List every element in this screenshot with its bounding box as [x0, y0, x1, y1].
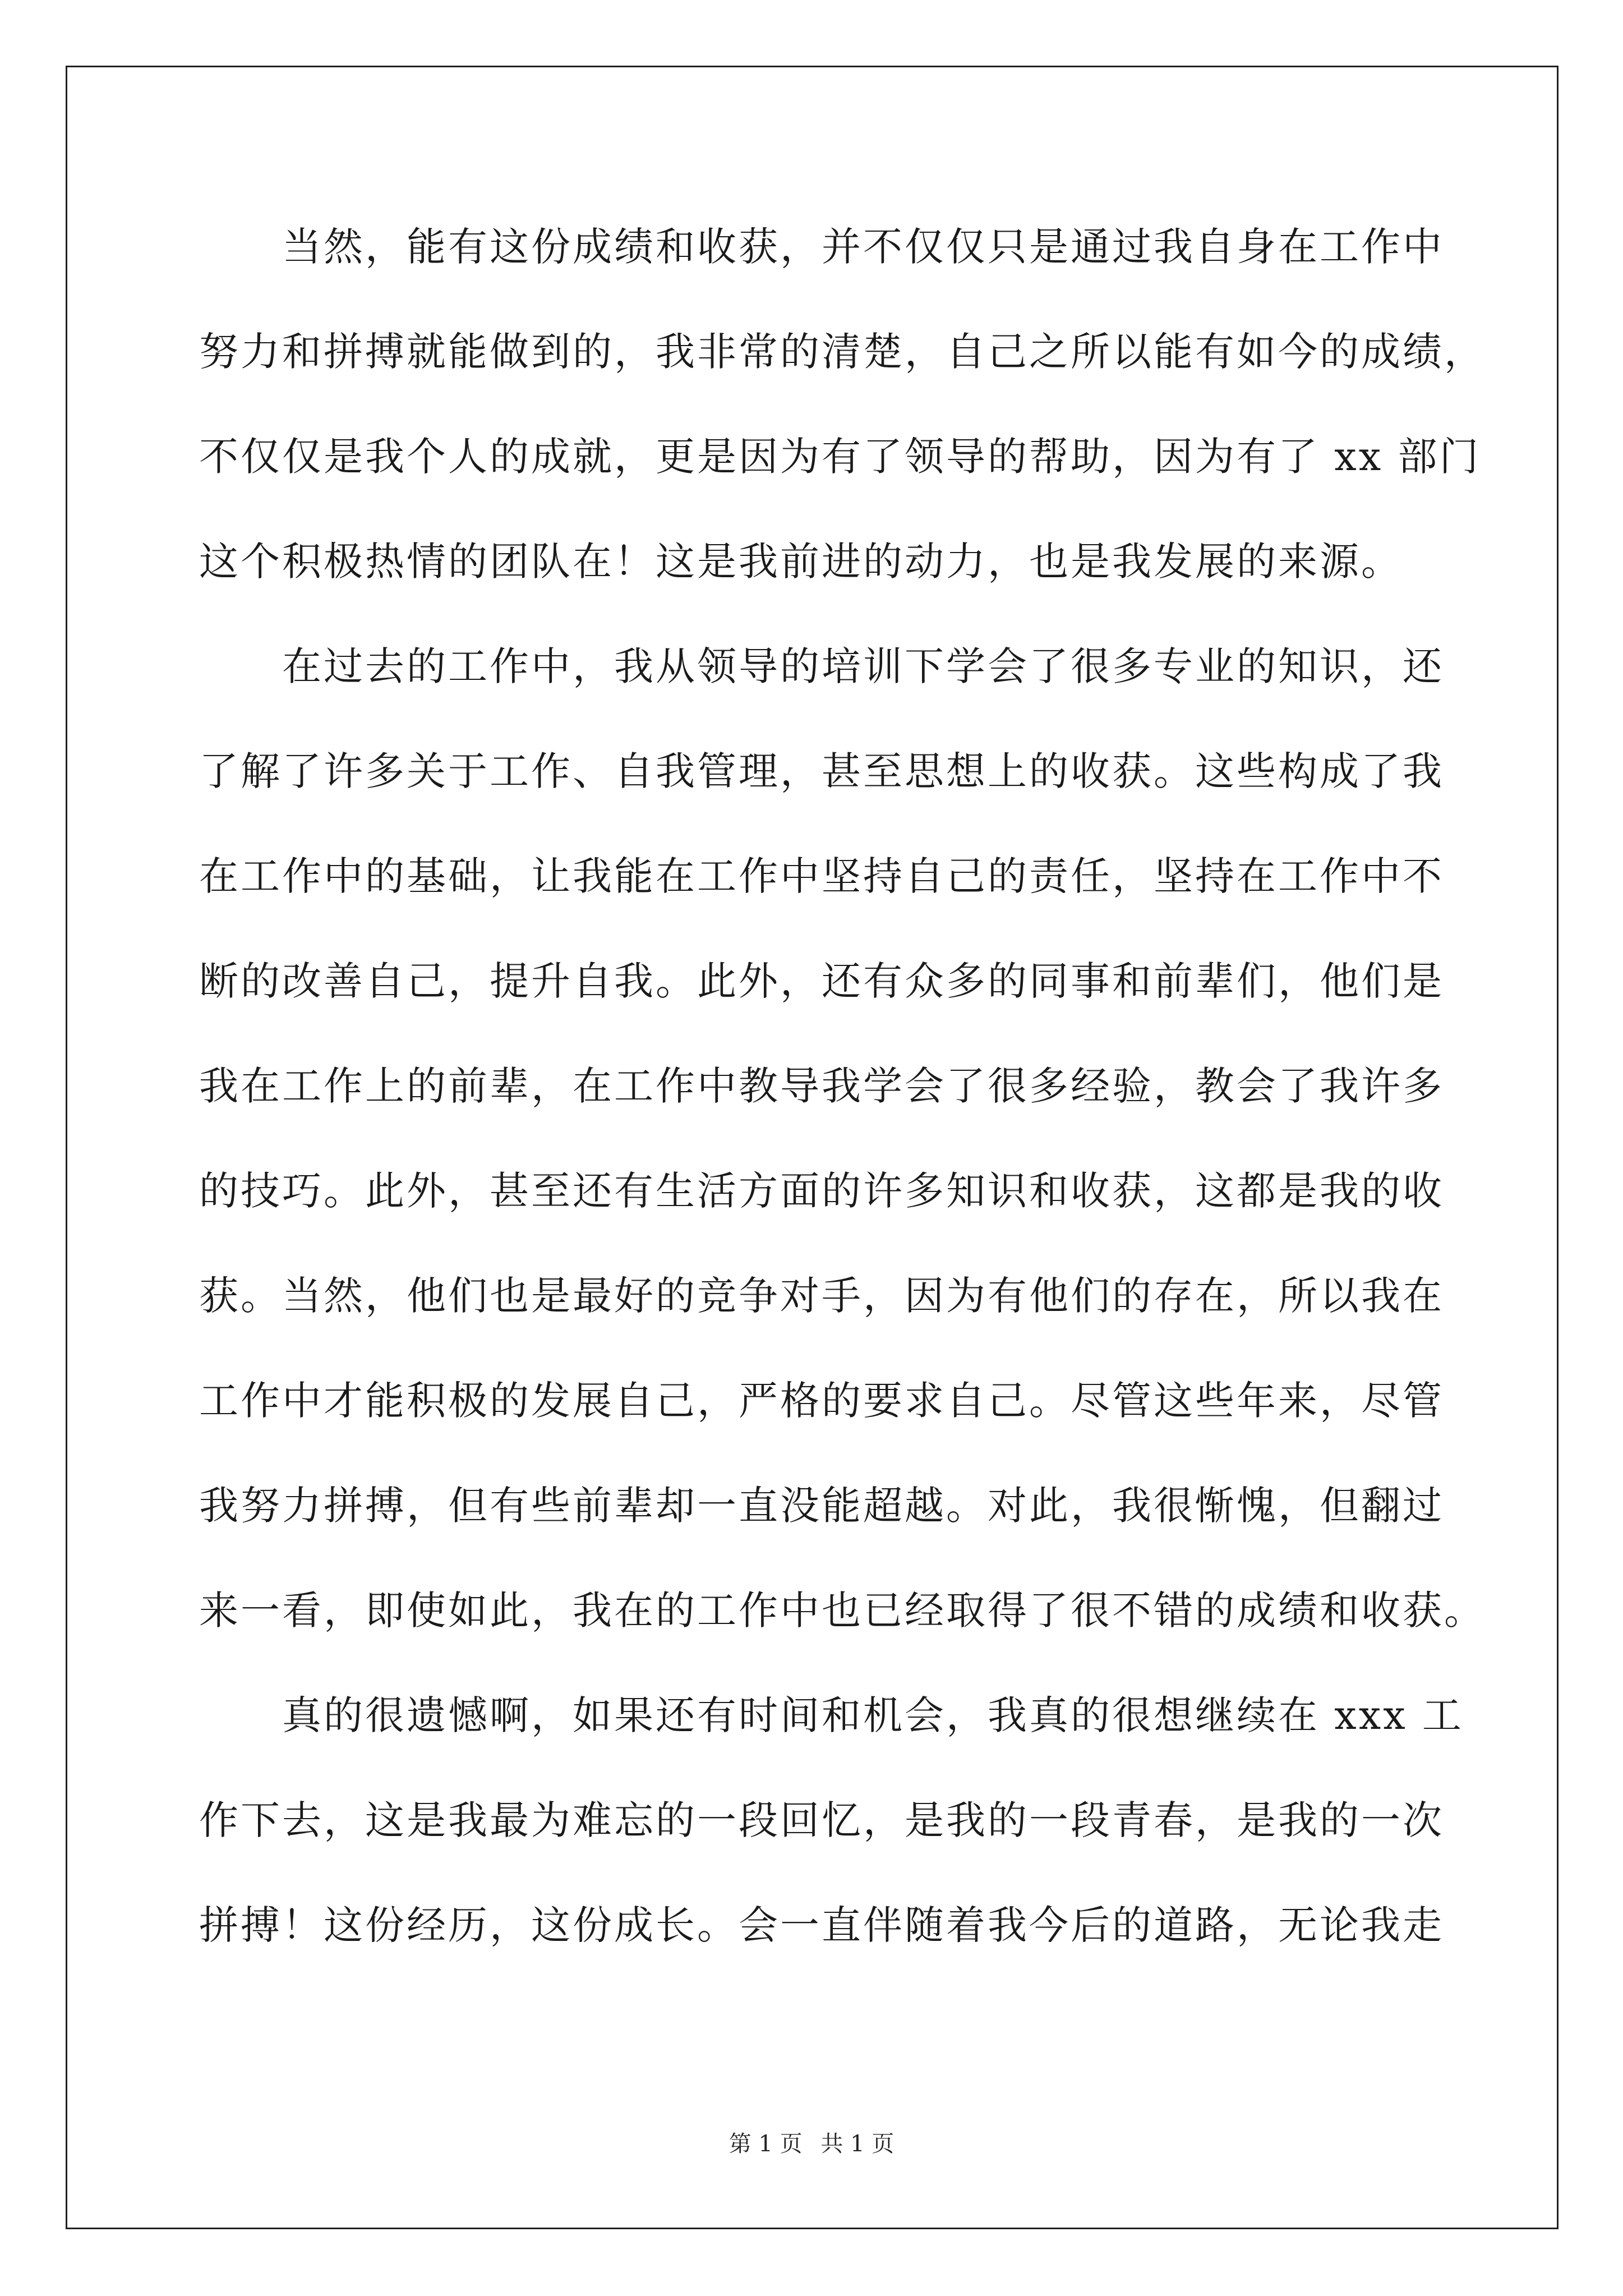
text-line: 真的很遗憾啊，如果还有时间和机会，我真的很想继续在 xxx 工	[282, 1692, 1464, 1738]
text-line: 的技巧。此外，甚至还有生活方面的许多知识和收获，这都是我的收	[199, 1168, 1444, 1214]
text-line: 不仅仅是我个人的成就，更是因为有了领导的帮助，因为有了 xx 部门	[199, 434, 1481, 480]
text-line: 工作中才能积极的发展自己，严格的要求自己。尽管这些年来，尽管	[199, 1378, 1444, 1424]
text-line: 来一看，即使如此，我在的工作中也已经取得了很不错的成绩和收获。	[199, 1588, 1486, 1634]
page-total: 共 1 页	[820, 2131, 895, 2157]
text-line: 我努力拼搏，但有些前辈却一直没能超越。对此，我很惭愧，但翻过	[199, 1483, 1444, 1529]
document-body	[199, 219, 1486, 2002]
text-line: 努力和拼搏就能做到的，我非常的清楚，自己之所以能有如今的成绩，	[199, 329, 1486, 375]
text-line: 了解了许多关于工作、自我管理，甚至思想上的收获。这些构成了我	[199, 748, 1444, 794]
page-number: 第 1 页	[728, 2131, 803, 2157]
text-line: 在工作中的基础，让我能在工作中坚持自己的责任，坚持在工作中不	[199, 853, 1444, 899]
text-line: 当然，能有这份成绩和收获，并不仅仅只是通过我自身在工作中	[282, 224, 1444, 270]
text-line: 获。当然，他们也是最好的竞争对手，因为有他们的存在，所以我在	[199, 1273, 1444, 1319]
text-line: 断的改善自己，提升自我。此外，还有众多的同事和前辈们，他们是	[199, 958, 1444, 1004]
text-line: 我在工作上的前辈，在工作中教导我学会了很多经验，教会了我许多	[199, 1063, 1444, 1109]
text-line: 拼搏！这份经历，这份成长。会一直伴随着我今后的道路，无论我走	[199, 1902, 1444, 1948]
page-footer	[0, 2127, 1623, 2161]
text-line: 这个积极热情的团队在！这是我前进的动力，也是我发展的来源。	[199, 539, 1403, 585]
text-line: 作下去，这是我最为难忘的一段回忆，是我的一段青春，是我的一次	[199, 1797, 1444, 1843]
text-line: 在过去的工作中，我从领导的培训下学会了很多专业的知识，还	[282, 643, 1444, 689]
